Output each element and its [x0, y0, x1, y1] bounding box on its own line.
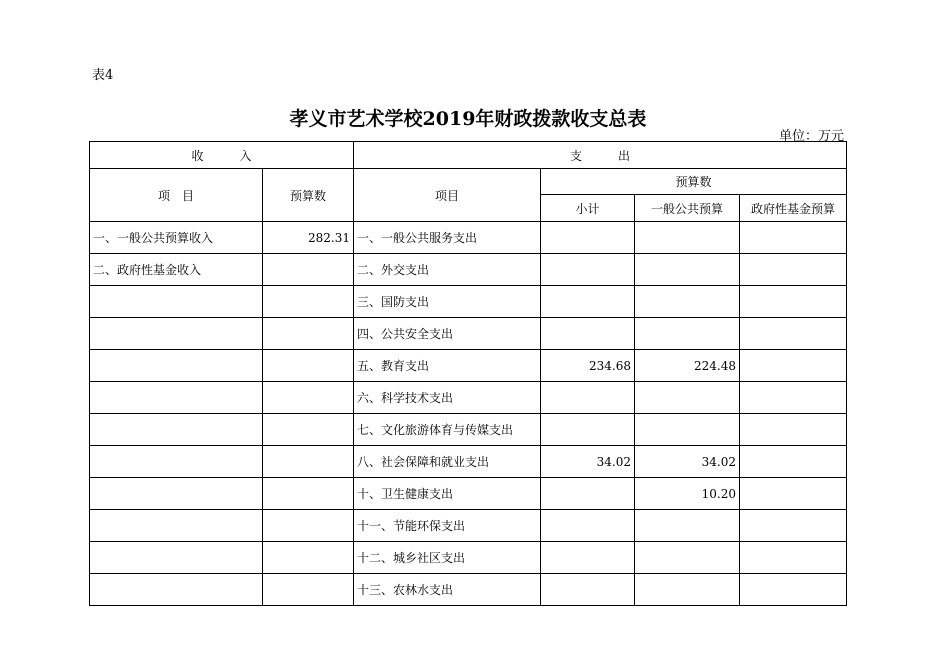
income-item-cell: [90, 542, 263, 574]
general-budget-header: 一般公共预算: [635, 195, 740, 222]
income-amount-cell: [263, 574, 354, 606]
subtotal-cell: 34.02: [541, 446, 635, 478]
table-row: [90, 350, 847, 382]
income-item-cell: [90, 286, 263, 318]
subtotal-cell: [541, 286, 635, 318]
income-amount-cell: [263, 542, 354, 574]
general-budget-cell: [635, 414, 740, 446]
general-budget-cell: [635, 574, 740, 606]
gov-fund-budget-cell: [740, 318, 847, 350]
table-row: [90, 542, 847, 574]
gov-fund-budget-cell: [740, 414, 847, 446]
expense-item-cell: 四、公共安全支出: [354, 318, 541, 350]
income-item-cell: [90, 446, 263, 478]
general-budget-cell: 224.48: [635, 350, 740, 382]
general-budget-cell: [635, 254, 740, 286]
income-item-cell: [90, 510, 263, 542]
expense-header: 支 出: [354, 142, 847, 169]
expense-item-cell: 六、科学技术支出: [354, 382, 541, 414]
table-row: [90, 446, 847, 478]
expense-item-cell: 七、文化旅游体育与传媒支出: [354, 414, 541, 446]
gov-fund-budget-cell: [740, 574, 847, 606]
subtotal-cell: [541, 382, 635, 414]
general-budget-cell: [635, 542, 740, 574]
subtotal-cell: [541, 542, 635, 574]
income-item-cell: [90, 478, 263, 510]
subtotal-cell: [541, 318, 635, 350]
header-row-2: [90, 169, 847, 195]
income-item-header: 项 目: [90, 169, 263, 222]
income-amount-cell: [263, 350, 354, 382]
gov-fund-budget-cell: [740, 222, 847, 254]
table-row: [90, 318, 847, 350]
subtotal-cell: [541, 574, 635, 606]
gov-fund-budget-cell: [740, 286, 847, 318]
table-row: [90, 254, 847, 286]
unit-label: 单位：万元: [778, 129, 844, 144]
table-row: [90, 286, 847, 318]
gov-fund-budget-cell: [740, 478, 847, 510]
general-budget-cell: 10.20: [635, 478, 740, 510]
gov-fund-budget-cell: [740, 254, 847, 286]
income-item-cell: [90, 382, 263, 414]
income-item-cell: [90, 350, 263, 382]
expense-item-cell: 二、外交支出: [354, 254, 541, 286]
subtotal-cell: [541, 414, 635, 446]
table-row: [90, 222, 847, 254]
expense-item-cell: 五、教育支出: [354, 350, 541, 382]
income-item-cell: [90, 574, 263, 606]
general-budget-cell: [635, 382, 740, 414]
budget-summary-table: [89, 141, 847, 606]
income-header: 收 入: [90, 142, 354, 169]
table-row: [90, 478, 847, 510]
income-item-cell: [90, 318, 263, 350]
general-budget-cell: [635, 318, 740, 350]
income-amount-cell: [263, 254, 354, 286]
gov-fund-budget-cell: [740, 446, 847, 478]
income-item-cell: [90, 414, 263, 446]
gov-fund-budget-cell: [740, 510, 847, 542]
subtotal-cell: [541, 478, 635, 510]
gov-fund-budget-cell: [740, 542, 847, 574]
subtotal-cell: [541, 510, 635, 542]
income-amount-cell: 282.31: [263, 222, 354, 254]
expense-budget-header: 预算数: [541, 169, 847, 195]
expense-item-cell: 八、社会保障和就业支出: [354, 446, 541, 478]
general-budget-cell: [635, 286, 740, 318]
subtotal-header: 小计: [541, 195, 635, 222]
subtotal-cell: [541, 222, 635, 254]
income-amount-cell: [263, 414, 354, 446]
expense-item-cell: 十二、城乡社区支出: [354, 542, 541, 574]
income-amount-cell: [263, 286, 354, 318]
gov-fund-budget-header: 政府性基金预算: [740, 195, 847, 222]
expense-item-cell: 十三、农林水支出: [354, 574, 541, 606]
table-row: [90, 574, 847, 606]
expense-item-cell: 三、国防支出: [354, 286, 541, 318]
income-amount-cell: [263, 382, 354, 414]
expense-item-cell: 一、一般公共服务支出: [354, 222, 541, 254]
table-row: [90, 382, 847, 414]
income-amount-cell: [263, 446, 354, 478]
general-budget-cell: [635, 222, 740, 254]
income-budget-header: 预算数: [263, 169, 354, 222]
gov-fund-budget-cell: [740, 382, 847, 414]
income-item-cell: 二、政府性基金收入: [90, 254, 263, 286]
general-budget-cell: [635, 510, 740, 542]
gov-fund-budget-cell: [740, 350, 847, 382]
general-budget-cell: 34.02: [635, 446, 740, 478]
header-row-1: [90, 142, 847, 169]
page-title: 孝义市艺术学校2019年财政拨款收支总表: [289, 108, 647, 130]
income-amount-cell: [263, 510, 354, 542]
subtotal-cell: 234.68: [541, 350, 635, 382]
expense-item-cell: 十一、节能环保支出: [354, 510, 541, 542]
income-amount-cell: [263, 318, 354, 350]
expense-item-header: 项目: [354, 169, 541, 222]
table-number: 表4: [92, 68, 114, 83]
expense-item-cell: 十、卫生健康支出: [354, 478, 541, 510]
income-amount-cell: [263, 478, 354, 510]
table-row: [90, 510, 847, 542]
subtotal-cell: [541, 254, 635, 286]
income-item-cell: 一、一般公共预算收入: [90, 222, 263, 254]
table-row: [90, 414, 847, 446]
